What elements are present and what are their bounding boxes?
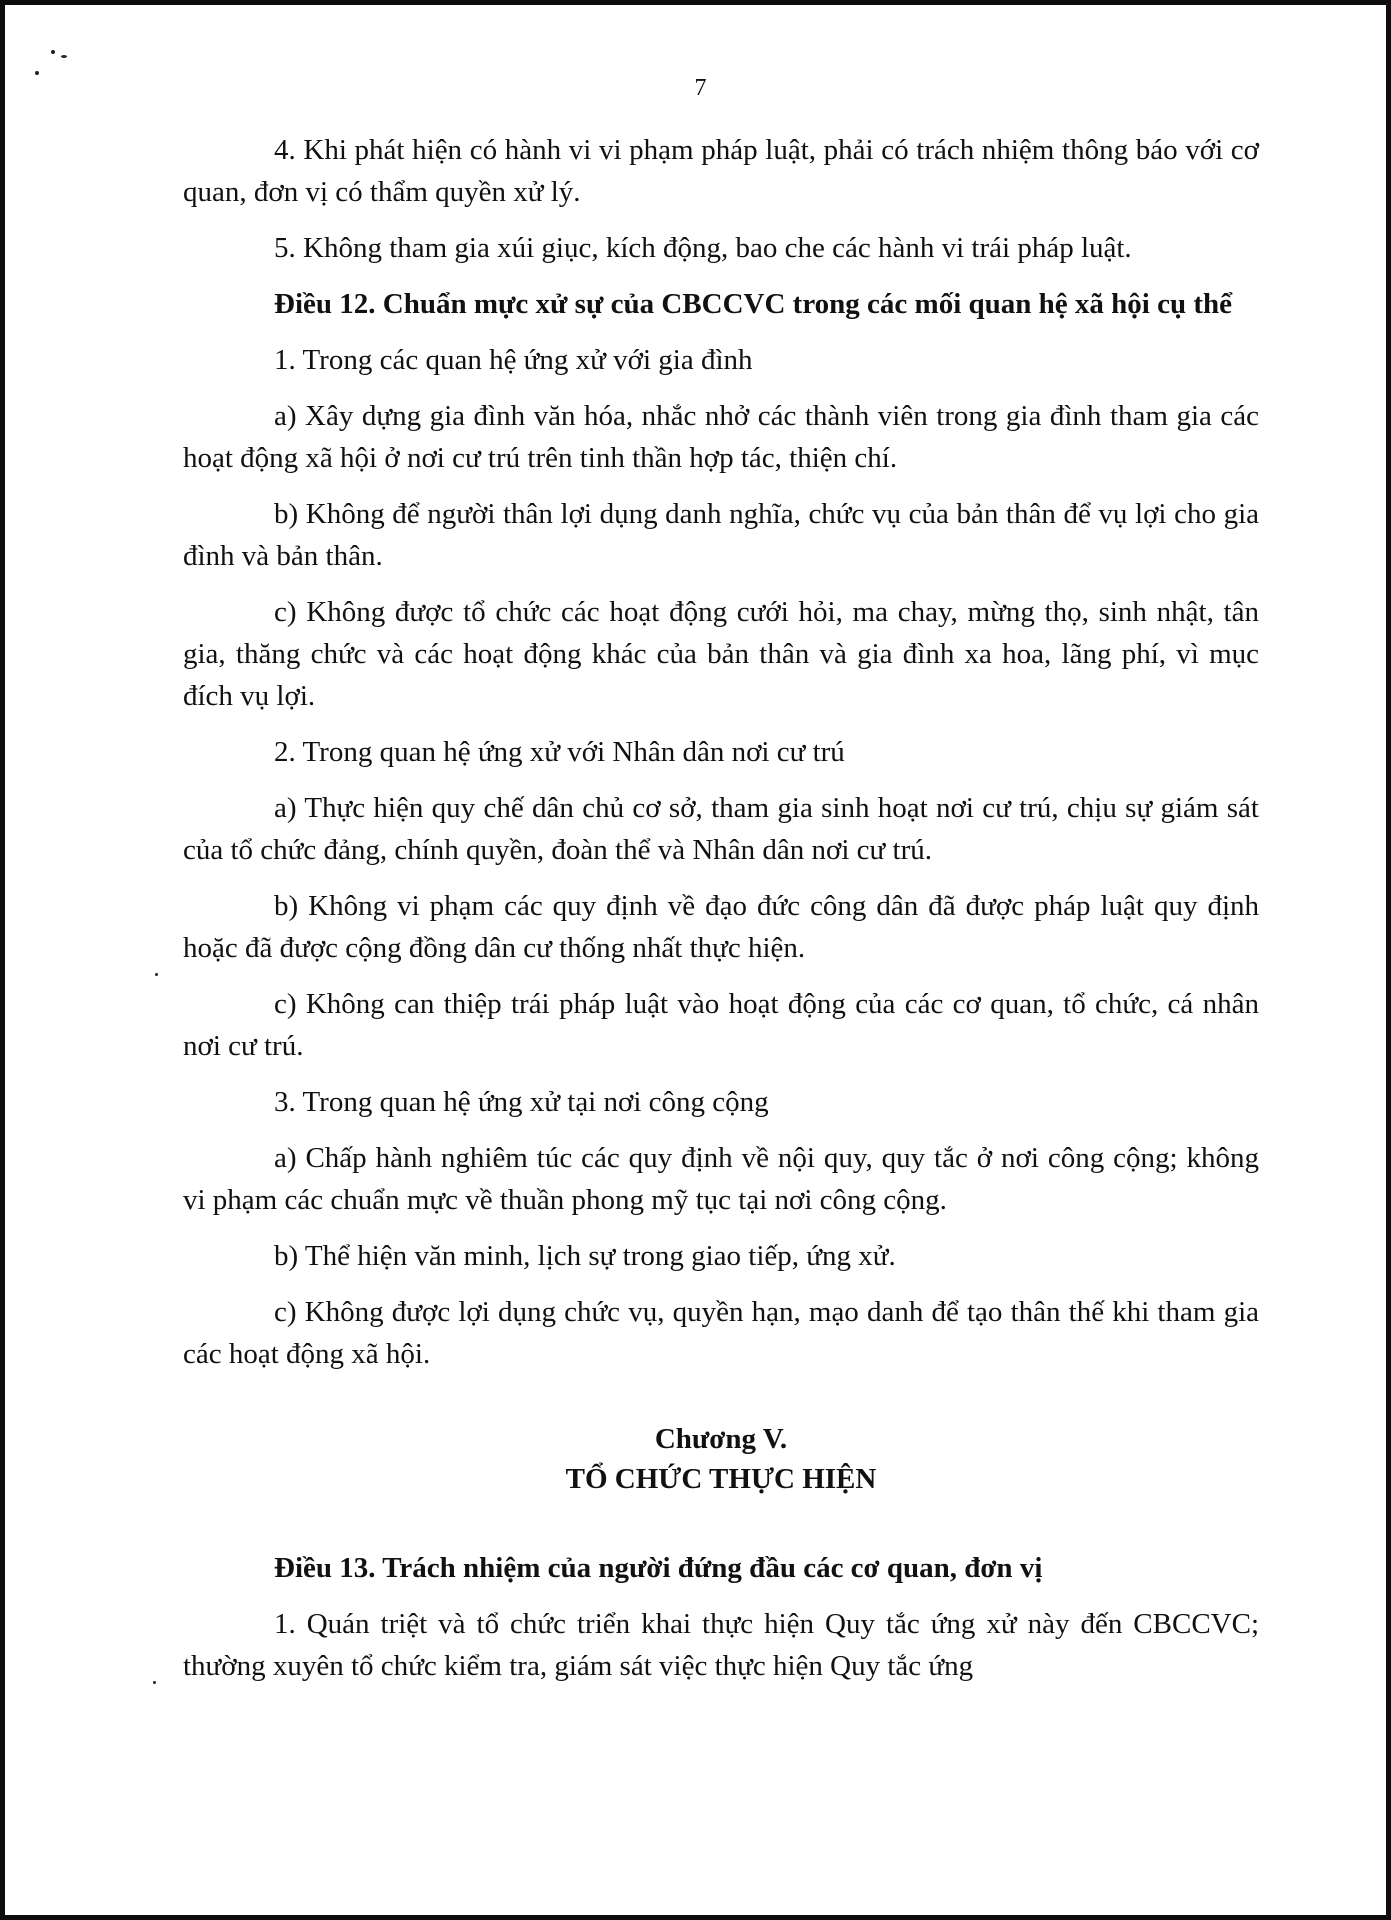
scan-speck (61, 55, 67, 58)
chapter-label: Chương V. (654, 1423, 788, 1455)
scan-speck (51, 50, 55, 54)
paragraph: c) Không được tổ chức các hoạt động cưới hỏi, ma chay, mừng thọ, sinh nhật, tân gia, thăng chức và các hoạt động khác của bản thân và gia đình xa hoa, lãng phí, vì mục đích vụ lợi. (183, 596, 1259, 712)
paragraph: 2. Trong quan hệ ứng xử với Nhân dân nơi cư trú (274, 736, 845, 768)
paragraph: b) Không vi phạm các quy định về đạo đức công dân đã được pháp luật quy định hoặc đã được cộng đồng dân cư thống nhất thực hiện. (183, 890, 1259, 964)
scan-speck (155, 973, 158, 976)
paragraph: a) Thực hiện quy chế dân chủ cơ sở, tham gia sinh hoạt nơi cư trú, chịu sự giám sát của tổ chức đảng, chính quyền, đoàn thể và Nhân dân nơi cư trú. (183, 792, 1259, 866)
article-12-heading: Điều 12. Chuẩn mực xử sự của CBCCVC trong các mối quan hệ xã hội cụ thể (274, 288, 1232, 320)
paragraph: 1. Trong các quan hệ ứng xử với gia đình (274, 344, 753, 376)
paragraph: c) Không được lợi dụng chức vụ, quyền hạn, mạo danh để tạo thân thế khi tham gia các hoạt động xã hội. (183, 1296, 1259, 1370)
chapter-title: TỔ CHỨC THỰC HIỆN (565, 1463, 877, 1495)
article-13-heading: Điều 13. Trách nhiệm của người đứng đầu các cơ quan, đơn vị (274, 1552, 1043, 1584)
paragraph: b) Không để người thân lợi dụng danh nghĩa, chức vụ của bản thân để vụ lợi cho gia đình và bản thân. (183, 498, 1259, 572)
paragraph: 4. Khi phát hiện có hành vi vi phạm pháp luật, phải có trách nhiệm thông báo với cơ quan, đơn vị có thẩm quyền xử lý. (183, 134, 1259, 208)
scan-speck (35, 71, 39, 75)
scan-speck (153, 1681, 156, 1684)
paragraph: a) Chấp hành nghiêm túc các quy định về nội quy, quy tắc ở nơi công cộng; không vi phạm các chuẩn mực về thuần phong mỹ tục tại nơi công cộng. (183, 1142, 1259, 1216)
paragraph: 3. Trong quan hệ ứng xử tại nơi công cộng (274, 1086, 769, 1118)
page-number: 7 (694, 75, 707, 101)
paragraph: a) Xây dựng gia đình văn hóa, nhắc nhở các thành viên trong gia đình tham gia các hoạt động xã hội ở nơi cư trú trên tinh thần hợp tác, thiện chí. (183, 400, 1259, 474)
document-body (183, 129, 1259, 1701)
paragraph: 1. Quán triệt và tổ chức triển khai thực hiện Quy tắc ứng xử này đến CBCCVC; thường xuyên tổ chức kiểm tra, giám sát việc thực hiện Quy tắc ứng (183, 1608, 1259, 1682)
paragraph: 5. Không tham gia xúi giục, kích động, bao che các hành vi trái pháp luật. (274, 232, 1132, 264)
paragraph: c) Không can thiệp trái pháp luật vào hoạt động của các cơ quan, tổ chức, cá nhân nơi cư trú. (183, 988, 1259, 1062)
paragraph: b) Thể hiện văn minh, lịch sự trong giao tiếp, ứng xử. (274, 1240, 896, 1272)
